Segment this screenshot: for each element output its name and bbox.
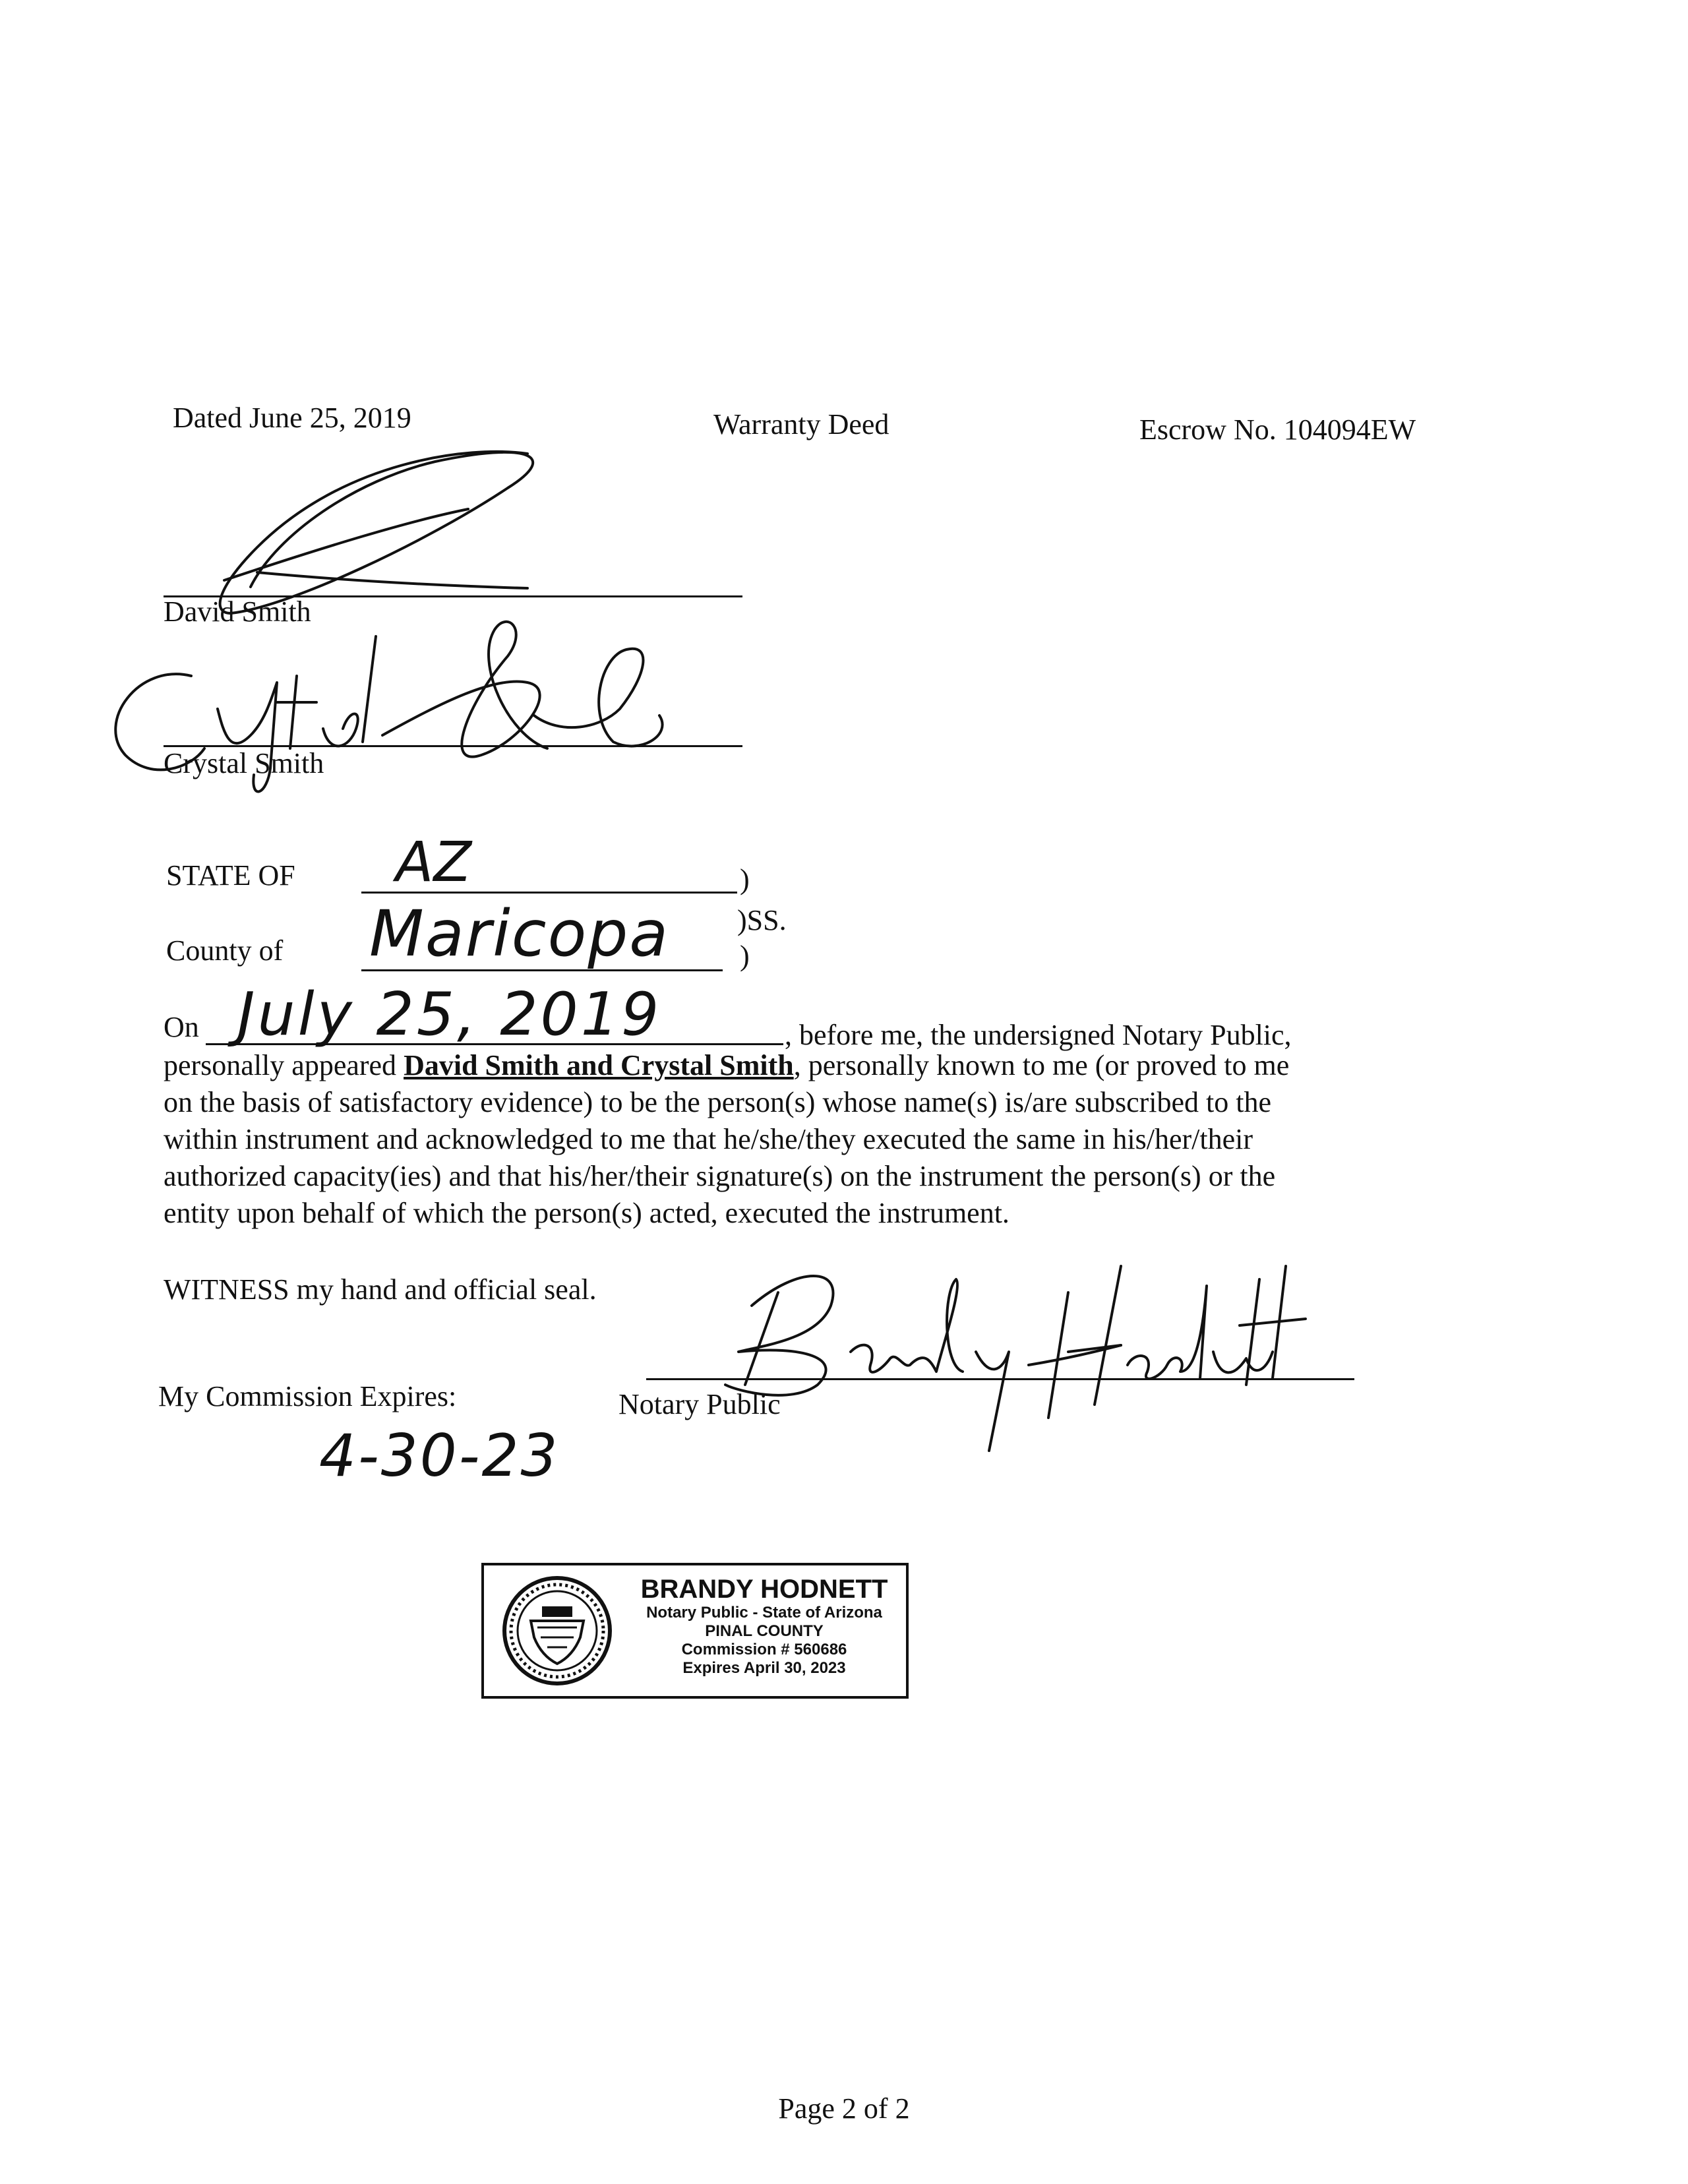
acknowledgment-line1-rest: , before me, the undersigned Notary Public, <box>785 1019 1292 1051</box>
acknowledgment-line6: entity upon behalf of which the person(s) acted, executed the instrument. <box>164 1197 1010 1229</box>
ack-line2-post: , personally known to me (or proved to me <box>793 1049 1290 1081</box>
acknowledgment-line4: within instrument and acknowledged to me that he/she/they executed the same in his/her/their <box>164 1123 1253 1155</box>
signer-names: David Smith and Crystal Smith <box>404 1049 794 1081</box>
on-label: On <box>164 1011 199 1043</box>
david-smith-name: David Smith <box>164 595 311 628</box>
acknowledgment-line3: on the basis of satisfactory evidence) to be the person(s) whose name(s) is/are subscribed to the <box>164 1086 1272 1118</box>
dated-text: Dated June 25, 2019 <box>173 402 411 434</box>
arizona-seal-icon <box>501 1575 613 1687</box>
county-line <box>361 969 723 971</box>
notary-signature <box>699 1253 1319 1451</box>
stamp-line3: Commission # 560686 <box>681 1641 847 1658</box>
notary-public-label: Notary Public <box>618 1388 781 1420</box>
acknowledgment-date-handwritten: July 25, 2019 <box>237 980 662 1049</box>
acknowledgment-paragraph <box>164 1047 1502 1232</box>
escrow-number: Escrow No. 104094EW <box>1139 413 1416 446</box>
stamp-line1: Notary Public - State of Arizona <box>646 1604 882 1622</box>
ack-line2-pre: personally appeared <box>164 1049 404 1081</box>
stamp-line4: Expires April 30, 2023 <box>682 1659 846 1677</box>
acknowledgment-line5: authorized capacity(ies) and that his/her/their signature(s) on the instrument the person(s) or the <box>164 1160 1276 1192</box>
document-title: Warranty Deed <box>713 408 889 440</box>
acknowledgment-date-line <box>206 1043 783 1045</box>
state-line <box>361 892 737 894</box>
stamp-name: BRANDY HODNETT <box>640 1575 888 1604</box>
county-label: County of <box>166 934 284 967</box>
acknowledgment-line2 <box>164 1047 1502 1084</box>
state-handwritten: AZ <box>396 830 472 894</box>
county-handwritten: Maricopa <box>369 897 670 971</box>
notary-signature-line <box>646 1378 1354 1380</box>
witness-text: WITNESS my hand and official seal. <box>164 1273 597 1306</box>
page-number: Page 2 of 2 <box>778 2092 910 2125</box>
crystal-smith-name: Crystal Smith <box>164 747 324 779</box>
notary-stamp <box>481 1563 909 1699</box>
commission-label: My Commission Expires: <box>158 1380 457 1412</box>
stamp-text <box>626 1575 903 1678</box>
state-label: STATE OF <box>166 859 295 892</box>
county-paren: ) <box>740 940 750 972</box>
commission-date-handwritten: 4-30-23 <box>319 1422 560 1490</box>
state-paren: ) <box>740 863 750 895</box>
ss-mark: )SS. <box>737 904 787 936</box>
stamp-line2: PINAL COUNTY <box>705 1622 824 1640</box>
